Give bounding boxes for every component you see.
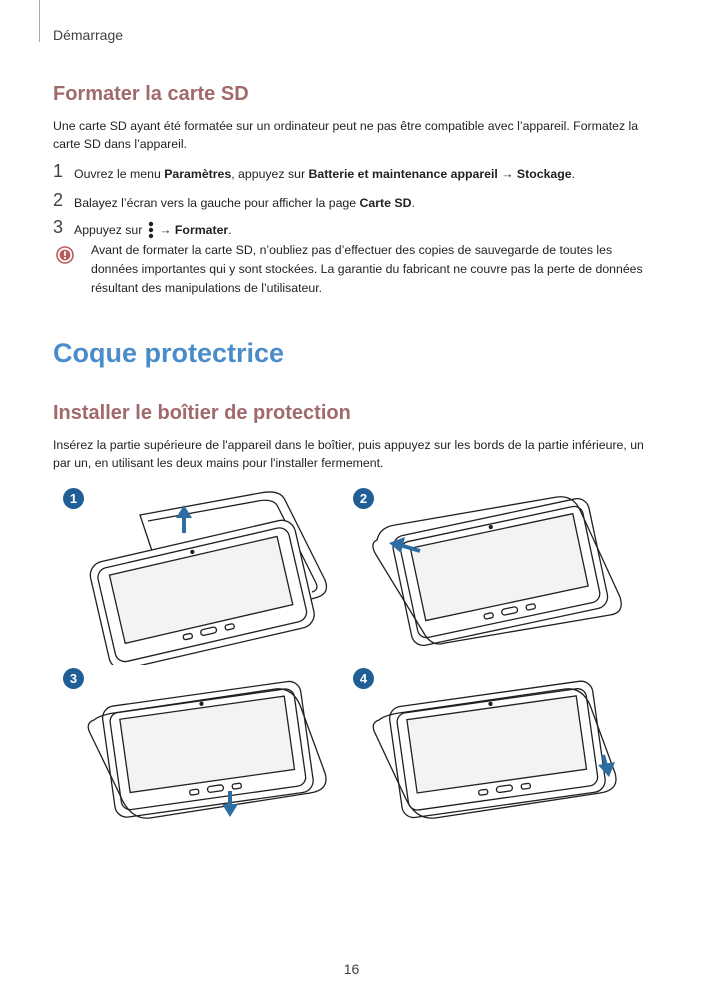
caution-note [91,241,651,298]
step-2-sd-card: Carte SD [359,196,412,210]
chapter-title-coque: Coque protectrice [53,338,285,368]
section-title-sd: Formater la carte SD [53,83,249,105]
header-rule [39,0,40,42]
note-line-2: données importantes qui y sont stockées. La garantie du fabricant ne couvre pas la perte de données [91,262,643,276]
page-number: 16 [343,961,360,977]
install-text-line-2: par un, en utilisant les deux mains pour l'installer fermement. [53,456,384,470]
section-title-install: Installer le boîtier de protection [53,402,351,424]
note-line-1: Avant de formater la carte SD, n’oubliez pas d’effectuer des copies de sauvegarde de toutes les [91,243,613,257]
note-line-3: résultant des manipulations de l’utilisateur. [91,281,323,295]
sd-intro [53,117,653,153]
figure-badge-4: 4 [353,668,374,689]
header-section-label: Démarrage [53,27,124,43]
figure-badge-3: 3 [63,668,84,689]
install-text-line-1: Insérez la partie supérieure de l'appareil dans le boîtier, puis appuyez sur les bords de la partie inférieure, un [53,438,644,452]
step-2-number: 2 [53,190,64,210]
install-text [53,436,653,472]
figure-4-illustration [365,665,640,840]
step-1-battery: Batterie et maintenance appareil [308,167,498,181]
figure-badge-1: 1 [63,488,84,509]
step-1-storage: Stockage [516,167,572,181]
figure-badge-2: 2 [353,488,374,509]
figure-3-illustration [80,665,340,840]
step-1-number: 1 [53,161,64,181]
step-3-number: 3 [53,217,64,237]
figure-2-illustration [365,485,640,665]
more-options-icon [148,221,154,239]
figure-1-illustration [80,485,340,665]
step-3-format: Formater [174,223,229,237]
sd-intro-line-1: Une carte SD ayant été formatée sur un ordinateur peut ne pas être compatible avec l’appareil. Formatez la [53,119,639,133]
caution-icon [56,246,74,264]
step-1-settings: Paramètres [164,167,232,181]
sd-intro-line-2: carte SD dans l’appareil. [53,137,187,151]
